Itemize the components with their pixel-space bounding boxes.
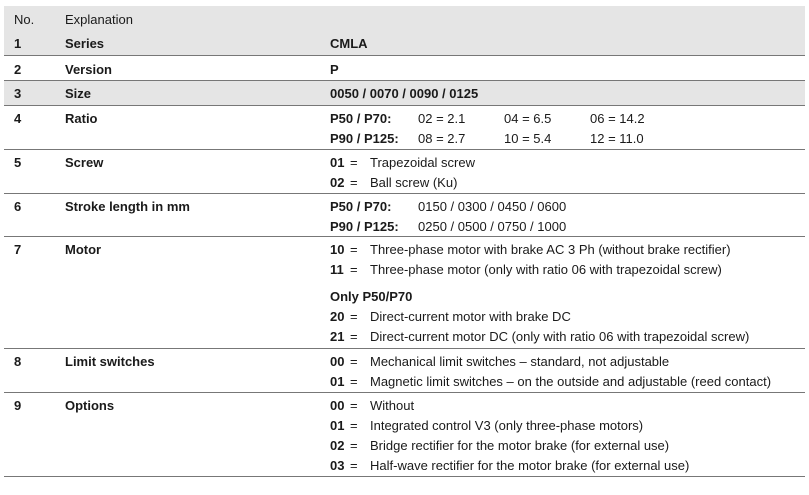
equals-sign: =: [350, 175, 358, 190]
row-label: Stroke length in mm: [65, 199, 190, 214]
row-label: Ratio: [65, 111, 98, 126]
equals-sign: =: [350, 242, 358, 257]
ratio-line: [330, 131, 644, 146]
equals-sign: =: [350, 262, 358, 277]
option-line: [330, 242, 731, 257]
stroke-list: 0250 / 0500 / 0750 / 1000: [418, 219, 567, 234]
option-line: [330, 262, 722, 277]
row-label: Version: [65, 62, 112, 77]
row-number: 3: [14, 86, 22, 101]
equals-sign: =: [350, 374, 358, 389]
stroke-line: [330, 199, 566, 214]
row-label: Size: [65, 86, 92, 101]
option-line: [330, 374, 771, 389]
table-row-screw: [4, 150, 805, 194]
table-row-options: [4, 393, 805, 477]
row-number: 1: [14, 36, 22, 51]
stroke-list: 0150 / 0300 / 0450 / 0600: [418, 199, 567, 214]
option-code: 01: [330, 374, 345, 389]
row-number: 4: [14, 111, 22, 126]
motor-subheading: Only P50/P70: [330, 289, 413, 304]
ratio-value: 06 = 14.2: [590, 111, 645, 126]
row-value: P: [330, 62, 339, 77]
ratio-value: 02 = 2.1: [418, 111, 466, 126]
row-label: Screw: [65, 155, 104, 170]
option-text: Half-wave rectifier for the motor brake (for external use): [370, 458, 690, 473]
option-code: 21: [330, 329, 345, 344]
equals-sign: =: [350, 309, 358, 324]
option-text: Three-phase motor (only with ratio 06 with trapezoidal screw): [370, 262, 722, 277]
option-text: Direct-current motor with brake DC: [370, 309, 571, 324]
option-text: Without: [370, 398, 415, 413]
equals-sign: =: [350, 438, 358, 453]
option-line: [330, 354, 669, 369]
ratio-value: 12 = 11.0: [590, 131, 644, 146]
specification-table: [4, 6, 805, 477]
table-row-size: [4, 81, 805, 106]
row-label: Motor: [65, 242, 102, 257]
table-header: [4, 6, 805, 31]
option-code: 10: [330, 242, 345, 257]
header-no: No.: [14, 12, 35, 27]
row-label: Limit switches: [65, 354, 155, 369]
header-explanation: Explanation: [65, 12, 133, 27]
equals-sign: =: [350, 458, 358, 473]
option-code: 01: [330, 155, 345, 170]
option-text: Mechanical limit switches – standard, not adjustable: [370, 354, 670, 369]
ratio-size-key: P50 / P70:: [330, 111, 392, 126]
option-code: 11: [330, 262, 344, 277]
option-text: Trapezoidal screw: [370, 155, 476, 170]
stroke-size-key: P50 / P70:: [330, 199, 392, 214]
option-line: [330, 398, 414, 413]
equals-sign: =: [350, 329, 358, 344]
option-code: 02: [330, 438, 345, 453]
table-row-stroke-length: [4, 194, 805, 237]
option-line: [330, 309, 571, 324]
option-code: 00: [330, 354, 345, 369]
table-row-series: [4, 31, 805, 56]
row-value: 0050 / 0070 / 0090 / 0125: [330, 86, 479, 101]
option-line: [330, 418, 643, 433]
table-row-limit-switches: [4, 349, 805, 393]
row-number: 5: [14, 155, 22, 170]
ratio-value: 04 = 6.5: [504, 111, 552, 126]
option-code: 00: [330, 398, 345, 413]
row-number: 2: [14, 62, 22, 77]
option-text: Direct-current motor DC (only with ratio 06 with trapezoidal screw): [370, 329, 750, 344]
table-row-motor: [4, 237, 805, 349]
row-number: 6: [14, 199, 22, 214]
option-line: [330, 329, 749, 344]
option-code: 20: [330, 309, 345, 324]
row-label: Options: [65, 398, 115, 413]
row-number: 7: [14, 242, 22, 257]
table-row-version: [4, 56, 805, 81]
option-text: Three-phase motor with brake AC 3 Ph (without brake rectifier): [370, 242, 731, 257]
row-label: Series: [65, 36, 105, 51]
row-number: 8: [14, 354, 22, 369]
option-text: Magnetic limit switches – on the outside and adjustable (reed contact): [370, 374, 772, 389]
option-line: [330, 175, 457, 190]
row-number: 9: [14, 398, 22, 413]
option-line: [330, 438, 669, 453]
option-text: Ball screw (Ku): [370, 175, 458, 190]
row-value: CMLA: [330, 36, 368, 51]
ratio-value: 10 = 5.4: [504, 131, 552, 146]
option-line: [330, 155, 475, 170]
option-code: 03: [330, 458, 345, 473]
equals-sign: =: [350, 155, 358, 170]
ratio-value: 08 = 2.7: [418, 131, 466, 146]
option-text: Bridge rectifier for the motor brake (for external use): [370, 438, 670, 453]
option-text: Integrated control V3 (only three-phase motors): [370, 418, 644, 433]
option-code: 01: [330, 418, 345, 433]
ratio-line: [330, 111, 645, 126]
ratio-size-key: P90 / P125:: [330, 131, 399, 146]
equals-sign: =: [350, 354, 358, 369]
equals-sign: =: [350, 398, 358, 413]
equals-sign: =: [350, 418, 358, 433]
stroke-size-key: P90 / P125:: [330, 219, 399, 234]
stroke-line: [330, 219, 566, 234]
table-row-ratio: [4, 106, 805, 150]
option-line: [330, 458, 689, 473]
option-code: 02: [330, 175, 345, 190]
